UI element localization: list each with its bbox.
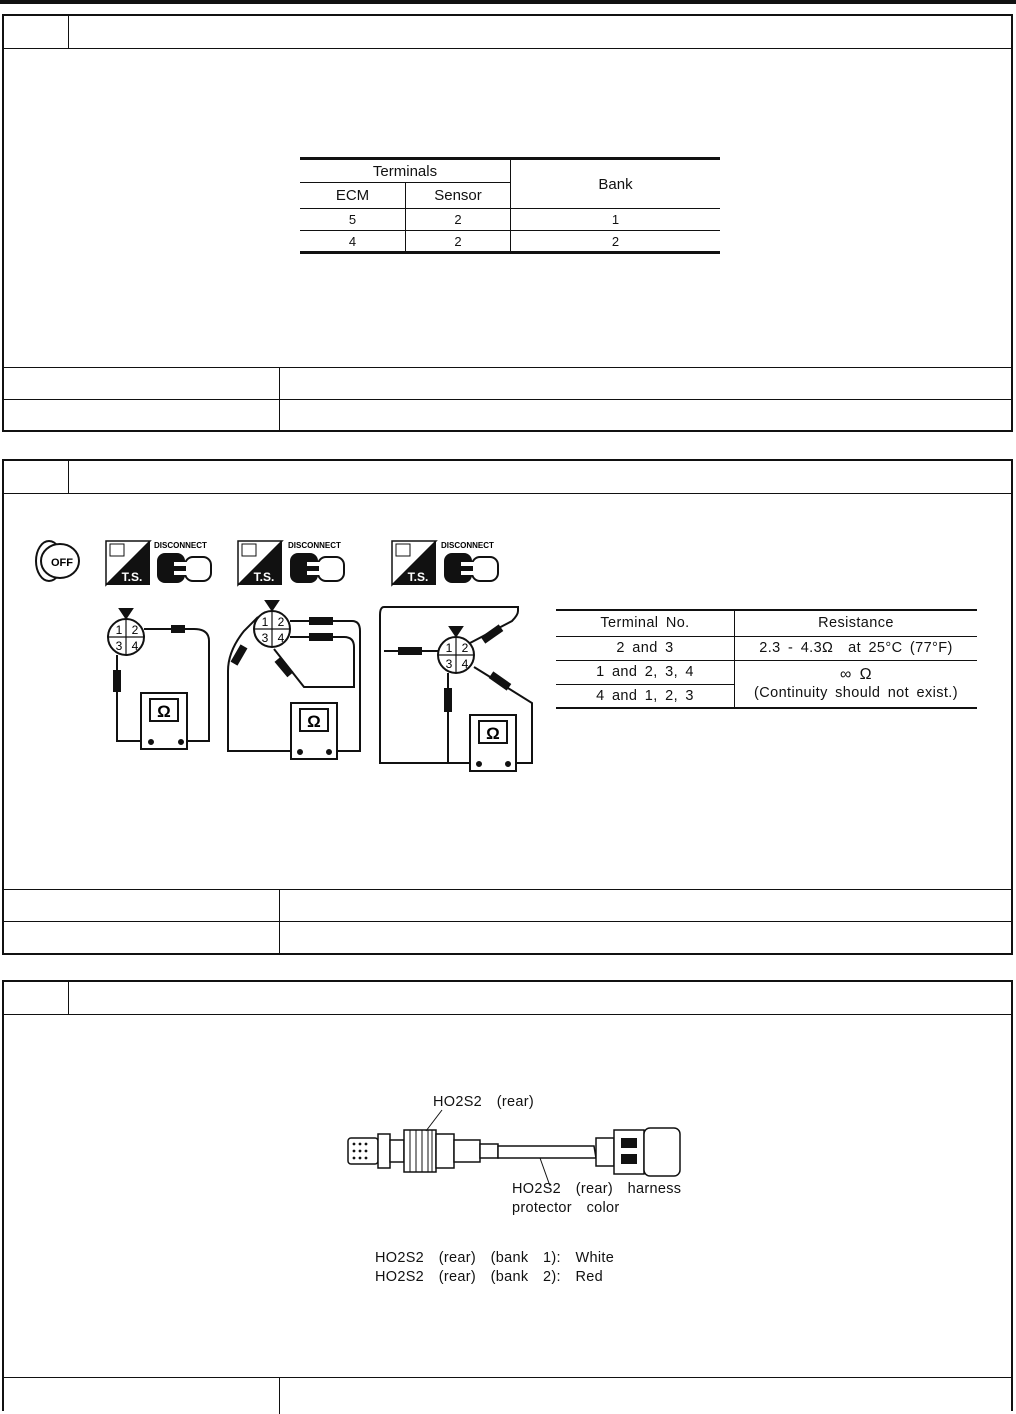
result-row	[4, 399, 1011, 431]
svg-text:3: 3	[261, 631, 269, 645]
step-header-3	[4, 982, 1011, 1015]
table-cell: 1	[511, 209, 721, 231]
result-label-cell	[4, 890, 280, 921]
svg-text:1: 1	[261, 615, 269, 629]
infinity-value: ∞ Ω	[839, 665, 872, 683]
resistance-check-diagram	[4, 461, 564, 781]
svg-text:DISCONNECT: DISCONNECT	[441, 541, 494, 550]
ts-icon	[392, 541, 436, 585]
table-cell: 2	[406, 209, 511, 231]
svg-text:4: 4	[461, 657, 469, 671]
table-cell: 1 and 2, 3, 4	[556, 660, 735, 684]
result-label-cell	[4, 1378, 280, 1414]
disconnect-icon	[154, 541, 211, 583]
ecm-header: ECM	[300, 183, 406, 209]
table-cell: 4 and 1, 2, 3	[556, 684, 735, 708]
svg-text:2: 2	[461, 641, 469, 655]
svg-text:Ω: Ω	[157, 702, 171, 721]
step-number-cell-1	[4, 16, 69, 48]
svg-text:1: 1	[115, 623, 123, 637]
svg-text:2: 2	[277, 615, 285, 629]
svg-text:T.S.: T.S.	[407, 570, 429, 584]
terminal-no-header: Terminal No.	[556, 610, 735, 636]
ts-icon	[106, 541, 150, 585]
harness-label-line1: HO2S2 (rear) harness	[512, 1181, 682, 1197]
step-number-cell-3	[4, 982, 69, 1014]
svg-text:T.S.: T.S.	[253, 570, 275, 584]
result-row	[4, 921, 1011, 953]
result-label-cell	[4, 368, 280, 399]
ts-icon	[238, 541, 282, 585]
svg-text:DISCONNECT: DISCONNECT	[288, 541, 341, 550]
svg-text:1: 1	[445, 641, 453, 655]
svg-text:3: 3	[115, 639, 123, 653]
resistance-header: Resistance	[735, 610, 978, 636]
table-cell: 2	[406, 231, 511, 253]
table-cell: 5	[300, 209, 406, 231]
disconnect-icon	[441, 541, 498, 583]
merged-resistance-cell	[735, 660, 978, 708]
disconnect-icon	[288, 541, 344, 583]
table-cell: 2	[511, 231, 721, 253]
ignition-off-icon	[36, 541, 79, 581]
svg-text:4: 4	[277, 631, 285, 645]
bank2-color-text: HO2S2 (rear) (bank 2): Red	[375, 1269, 604, 1285]
result-row	[4, 889, 1011, 921]
bank1-color-text: HO2S2 (rear) (bank 1): White	[375, 1250, 615, 1266]
svg-text:Ω: Ω	[307, 712, 321, 731]
step-block-1	[2, 14, 1013, 432]
terminals-header: Terminals	[300, 159, 511, 183]
step-block-2	[2, 459, 1013, 955]
harness-label-line2: protector color	[512, 1200, 620, 1216]
svg-text:OFF: OFF	[51, 557, 73, 569]
sensor-header: Sensor	[406, 183, 511, 209]
terminals-table	[300, 157, 720, 254]
svg-text:2: 2	[131, 623, 139, 637]
connector-diagram-1	[108, 609, 209, 749]
result-row	[4, 1377, 1011, 1414]
svg-text:3: 3	[445, 657, 453, 671]
resistance-table	[556, 609, 977, 709]
table-cell: 4	[300, 231, 406, 253]
svg-text:T.S.: T.S.	[121, 570, 143, 584]
connector-diagram-3	[380, 607, 532, 771]
continuity-note: (Continuity should not exist.)	[754, 684, 958, 701]
result-label-cell	[4, 400, 280, 431]
table-cell: 2 and 3	[556, 636, 735, 660]
sensor-label: HO2S2 (rear)	[433, 1094, 534, 1110]
connector-diagram-2	[228, 601, 360, 759]
svg-text:4: 4	[131, 639, 139, 653]
step-block-3	[2, 980, 1013, 1411]
bank-header: Bank	[598, 175, 633, 193]
top-rule	[0, 0, 1016, 4]
step-header-1	[4, 16, 1011, 49]
table-cell: 2.3 - 4.3Ω at 25°C (77°F)	[735, 636, 978, 660]
svg-text:DISCONNECT: DISCONNECT	[154, 541, 207, 550]
result-row	[4, 367, 1011, 399]
result-label-cell	[4, 922, 280, 953]
svg-text:Ω: Ω	[486, 724, 500, 743]
